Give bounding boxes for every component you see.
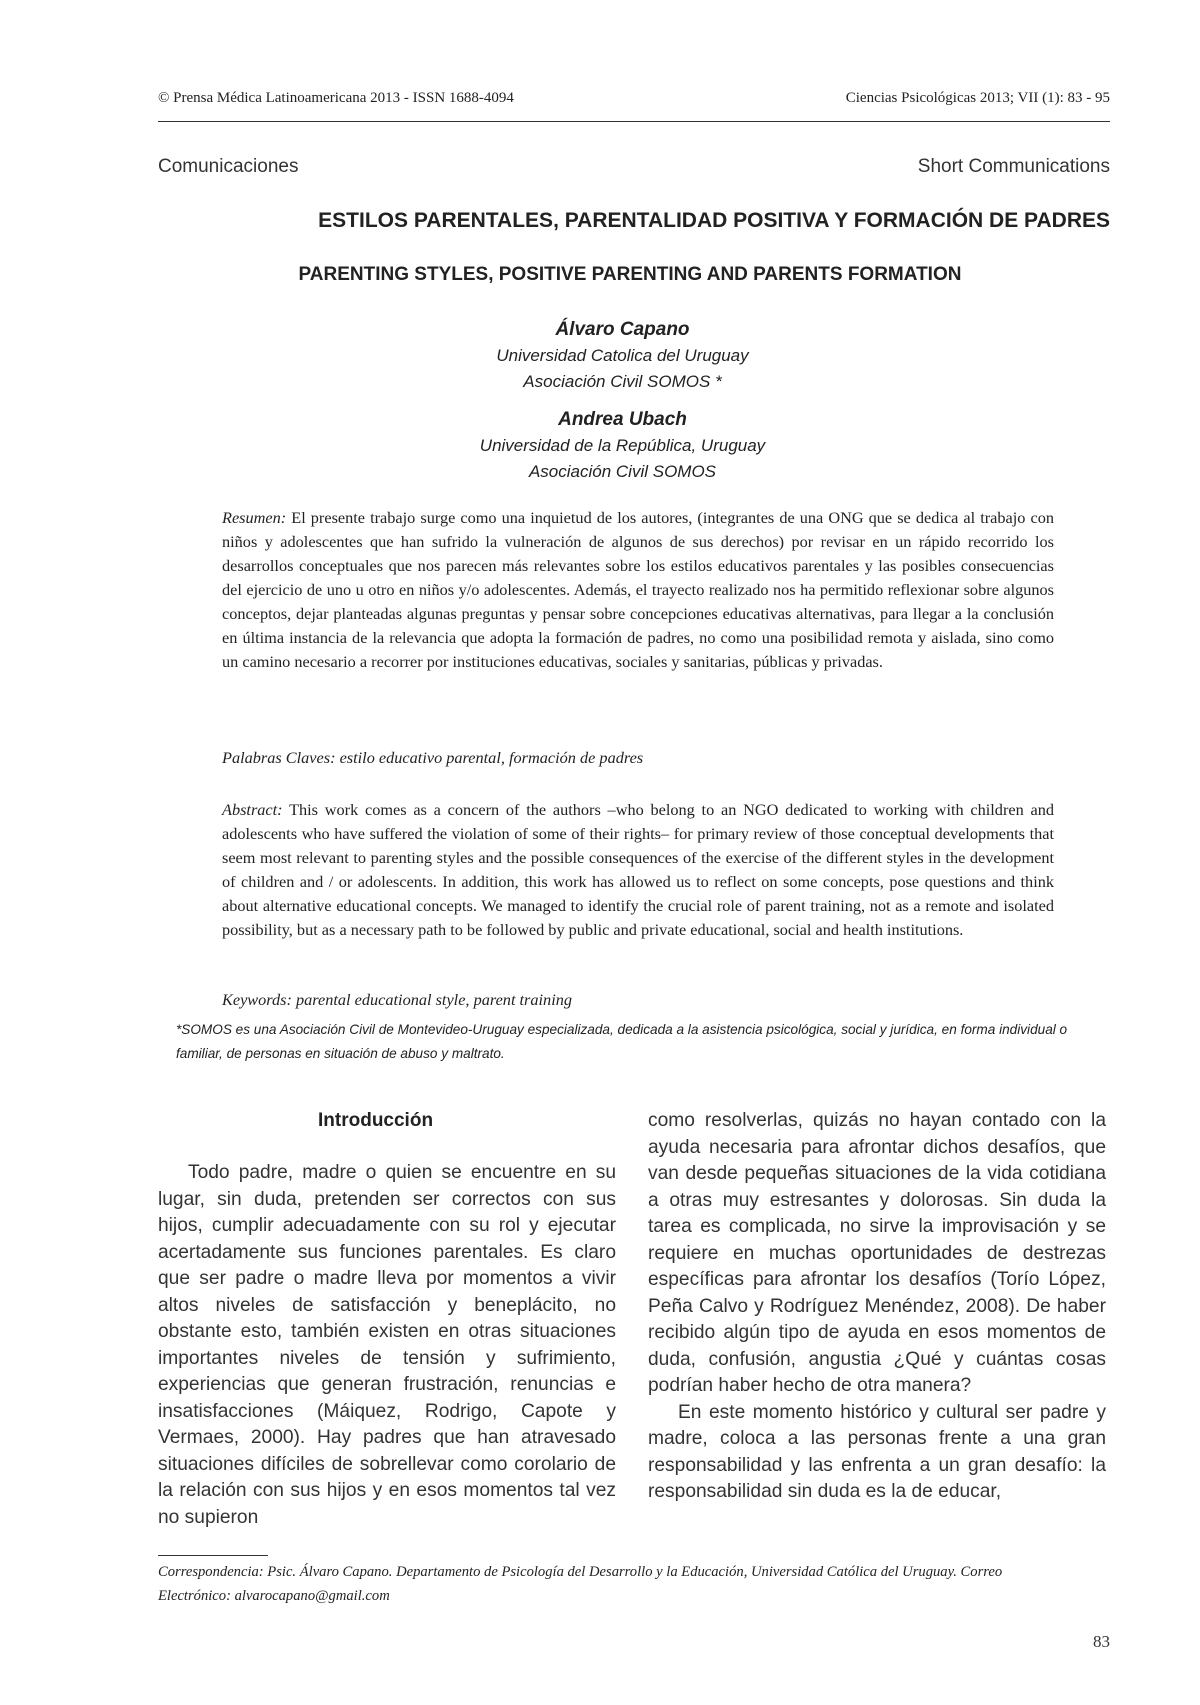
abstract-label: Abstract: [222,800,283,819]
author-affiliation: Universidad de la República, Uruguay [479,436,766,455]
section-heading-introduccion: Introducción [318,1110,434,1131]
journal-copyright: © Prensa Médica Latinoamericana 2013 - ISSN 1688-4094 [158,90,514,106]
body-column-right [648,1108,1106,1506]
abstract-text: This work comes as a concern of the authors –who belong to an NGO dedicated to working with children and adolescents who have suffered the violation of some of their rights– for primary review of those conceptual developments that seem most relevant to parenting styles and the possible consequences of the exercise of the different styles in the development of children and / or adolescents. In addition, this work has allowed us to reflect on some concepts, pose questions and think about alternative educational concepts. We managed to identify the crucial role of parent training, not as a remote and isolated possibility, but as a necessary path to be followed by public and private educational, social and health institutions. [222,800,1054,939]
author-block-2 [0,407,1200,485]
author-block-1 [0,317,1200,395]
author-affiliation: Asociación Civil SOMOS * [523,372,722,391]
resumen-paragraph [222,506,1054,674]
palabras-claves: Palabras Claves: estilo educativo parental, formación de padres [222,748,644,767]
resumen-label: Resumen: [222,508,287,527]
resumen-text: El presente trabajo surge como una inquietud de los autores, (integrantes de una ONG que se dedica al trabajo con niños y adolescentes que han sufrido la vulneración de algunos de sus derechos) por revisar en un rápido recorrido los desarrollos conceptuales que nos parecen más relevantes sobre los estilos educativos parentales y las posibles consecuencias del ejercicio de uno u otro en niños y/o adolescentes. Además, el trayecto realizado nos ha permitido reflexionar sobre algunos conceptos, dejar planteadas algunas preguntas y pensar sobre concepciones educativas alternativas, para llegar a la conclusión en última instancia de la relevancia que adopta la formación de padres, no como una posibilidad remota y aislada, sino como un camino necesario a recorrer por instituciones educativas, sociales y sanitarias, públicas y privadas. [222,508,1054,671]
header-rule [158,121,1110,122]
correspondence-footnote: Correspondencia: Psic. Álvaro Capano. Departamento de Psicología del Desarrollo y la Educación, Universidad Católica del Uruguay. Correo Electrónico: alvarocapano@gmail.com [158,1564,1003,1604]
keywords: Keywords: parental educational style, parent training [222,990,573,1009]
footnote-rule [158,1555,268,1556]
section-label-es: Comunicaciones [158,156,299,177]
body-paragraph: como resolverlas, quizás no hayan contado con la ayuda necesaria para afrontar dichos desafíos, que van desde pequeñas situaciones de la vida cotidiana a otras muy estresantes y dolorosas. Sin duda la tarea es complicada, no sirve la improvisación y se requiere en muchas oportunidades de destrezas específicas para afrontar los desafíos (Torío López, Peña Calvo y Rodríguez Menéndez, 2008). De haber recibido algún tipo de ayuda en esos momentos de duda, confusión, angustia ¿Qué y cuántas cosas podrían haber hecho de otra manera? [648,1110,1106,1396]
page-number: 83 [1093,1632,1110,1651]
journal-citation: Ciencias Psicológicas 2013; VII (1): 83 - 95 [845,90,1110,106]
section-label-en: Short Communications [917,156,1110,177]
title-spanish: ESTILOS PARENTALES, PARENTALIDAD POSITIVA Y FORMACIÓN DE PADRES [318,209,1110,232]
body-paragraph: Todo padre, madre o quien se encuentre en su lugar, sin duda, pretenden ser correctos con sus hijos, cumplir adecuadamente con su rol y ejecutar acertadamente sus funciones parentales. Es claro que ser padre o madre lleva por momentos a vivir altos niveles de satisfacción y beneplácito, no obstante esto, también existen en otras situaciones importantes niveles de tensión y sufrimiento, experiencias que generan frustración, renuncias e insatisfacciones (Máiquez, Rodrigo, Capote y Vermaes, 2000). Hay padres que han atravesado situaciones difíciles de sobrellevar como corolario de la relación con sus hijos y en esos momentos tal vez no supieron [158,1162,616,1528]
body-column-left [158,1160,616,1531]
body-paragraph: En este momento histórico y cultural ser padre y madre, coloca a las personas frente a una gran responsabilidad y las enfrenta a un gran desafío: la responsabilidad sin duda es la de educar, [648,1401,1106,1502]
author-affiliation: Universidad Catolica del Uruguay [496,346,749,365]
somos-footnote: *SOMOS es una Asociación Civil de Montevideo-Uruguay especializada, dedicada a la asistencia psicológica, social y jurídica, en forma individual o familiar, de personas en situación de abuso y maltrato. [176,1022,1068,1061]
author-affiliation: Asociación Civil SOMOS [528,462,717,481]
author-name: Álvaro Capano [555,319,690,340]
title-english: PARENTING STYLES, POSITIVE PARENTING AND PARENTS FORMATION [298,264,962,285]
author-name: Andrea Ubach [558,409,687,430]
abstract-paragraph [222,798,1054,942]
